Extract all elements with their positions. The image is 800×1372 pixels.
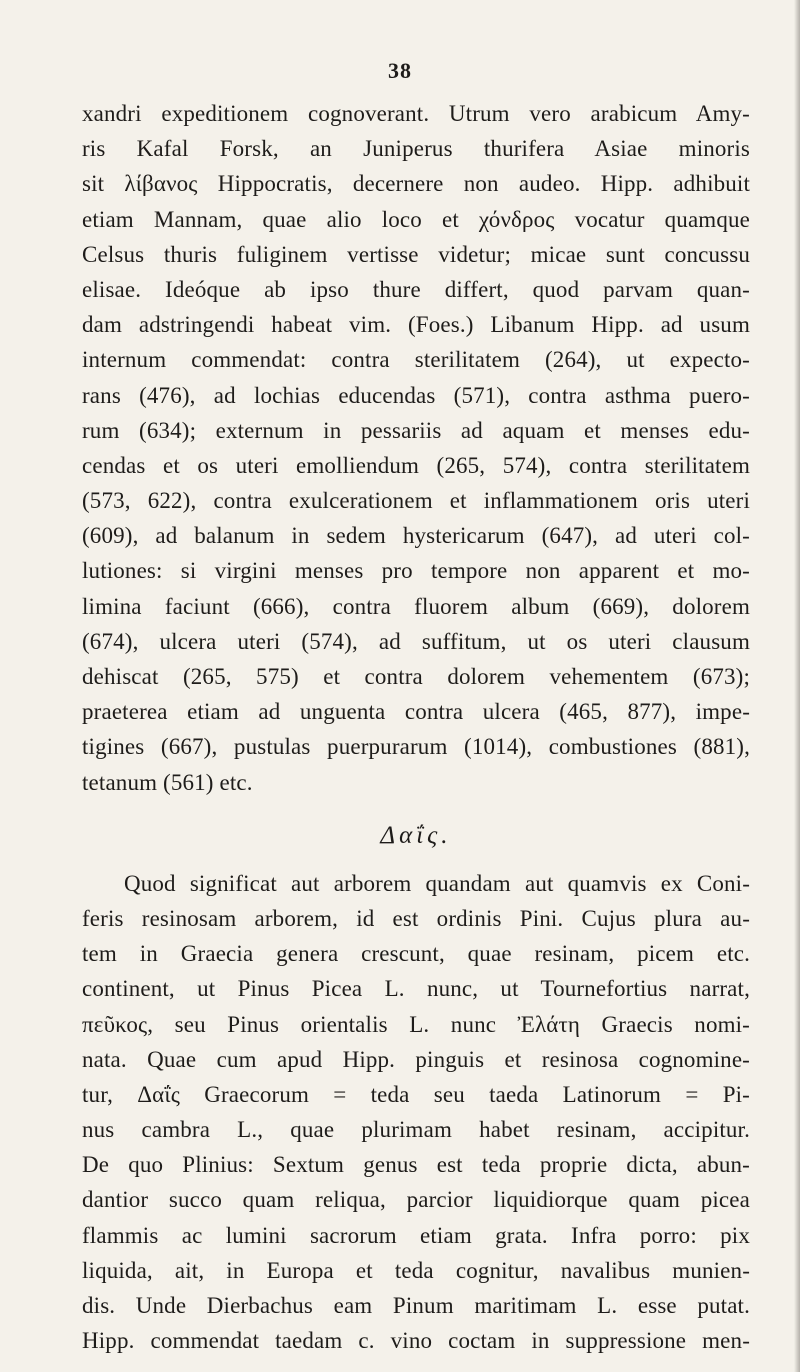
text-line: limina faciunt (666), contra fluorem album (669), dolorem [82,593,750,619]
text-line: elisae. Ideóque ab ipso thure differt, quod parvam quan- [82,276,750,302]
text-line: xandri expeditionem cognoverant. Utrum vero arabicum Amy- [82,101,750,126]
text-line: liquida, ait, in Europa et teda cognitur, navalibus munien- [82,1257,750,1283]
text-line: tur, Δαΐς Graecorum = teda seu taeda Latinorum = Pi- [82,1081,750,1107]
text-line: flammis ac lumini sacrorum etiam grata. Infra porro: pix [82,1222,750,1248]
text-line: (674), ulcera uteri (574), ad suffitum, ut os uteri clausum [82,628,750,654]
text-line: dis. Unde Dierbachus eam Pinum maritimam L. esse putat. [82,1293,750,1318]
page-edge-shadow [794,0,800,1372]
text-line: (609), ad balanum in sedem hystericarum (647), ad uteri col- [82,523,750,549]
text-line: dam adstringendi habeat vim. (Foes.) Libanum Hipp. ad usum [82,312,750,338]
text-line: Quod significat aut arborem quandam aut quamvis ex Coni- [124,870,750,896]
text-line: rans (476), ad lochias educendas (571), contra asthma puero- [82,382,750,408]
text-line: dehiscat (265, 575) et contra dolorem vehementem (673); [82,664,750,689]
main-text [82,96,750,1358]
text-line: nus cambra L., quae plurimam habet resinam, accipitur. [82,1117,750,1143]
text-line: continent, ut Pinus Picea L. nunc, ut Tournefortius narrat, [82,976,750,1002]
text-line: sit λίβανος Hippocratis, decernere non audeo. Hipp. adhibuit [82,171,750,197]
text-line: Celsus thuris fuliginem vertisse videtur; micae sunt concussu [82,241,750,267]
text-line: internum commendat: contra sterilitatem (264), ut expecto- [82,347,750,373]
text-line: lutiones: si virgini menses pro tempore non apparent et mo- [82,558,750,584]
text-line: nata. Quae cum apud Hipp. pinguis et resinosa cognomine- [82,1046,750,1072]
text-line: etiam Mannam, quae alio loco et χόνδρος vocatur quamque [82,206,750,232]
page-number: 38 [388,58,412,83]
text-line: dantior succo quam reliqua, parcior liquidiorque quam picea [82,1187,750,1213]
text-line: feris resinosam arborem, id est ordinis Pini. Cujus plura au- [82,905,750,931]
text-line: praeterea etiam ad unguenta contra ulcera (465, 877), impe- [82,699,750,725]
text-line: ris Kafal Forsk, an Juniperus thurifera Asiae minoris [82,136,750,162]
text-line: (573, 622), contra exulcerationem et inflammationem oris uteri [82,488,750,514]
text-line: Hipp. commendat taedam c. vino coctam in suppressione men- [82,1328,750,1354]
text-line: cendas et os uteri emolliendum (265, 574), contra sterilitatem [82,452,750,478]
text-line: De quo Plinius: Sextum genus est teda proprie dicta, abun- [82,1152,750,1178]
text-line: tigines (667), pustulas puerpurarum (1014), combustiones (881), [82,734,750,760]
text-line: tetanum (561) etc. [82,769,253,795]
text-line: rum (634); externum in pessariis ad aquam et menses edu- [82,417,750,443]
text-line: πεῦκος, seu Pinus orientalis L. nunc Ἐλάτη Graecis nomi- [82,1011,750,1037]
text-line: tem in Graecia genera crescunt, quae resinam, picem etc. [82,941,750,967]
section-heading: Δαΐς. [380,821,452,849]
